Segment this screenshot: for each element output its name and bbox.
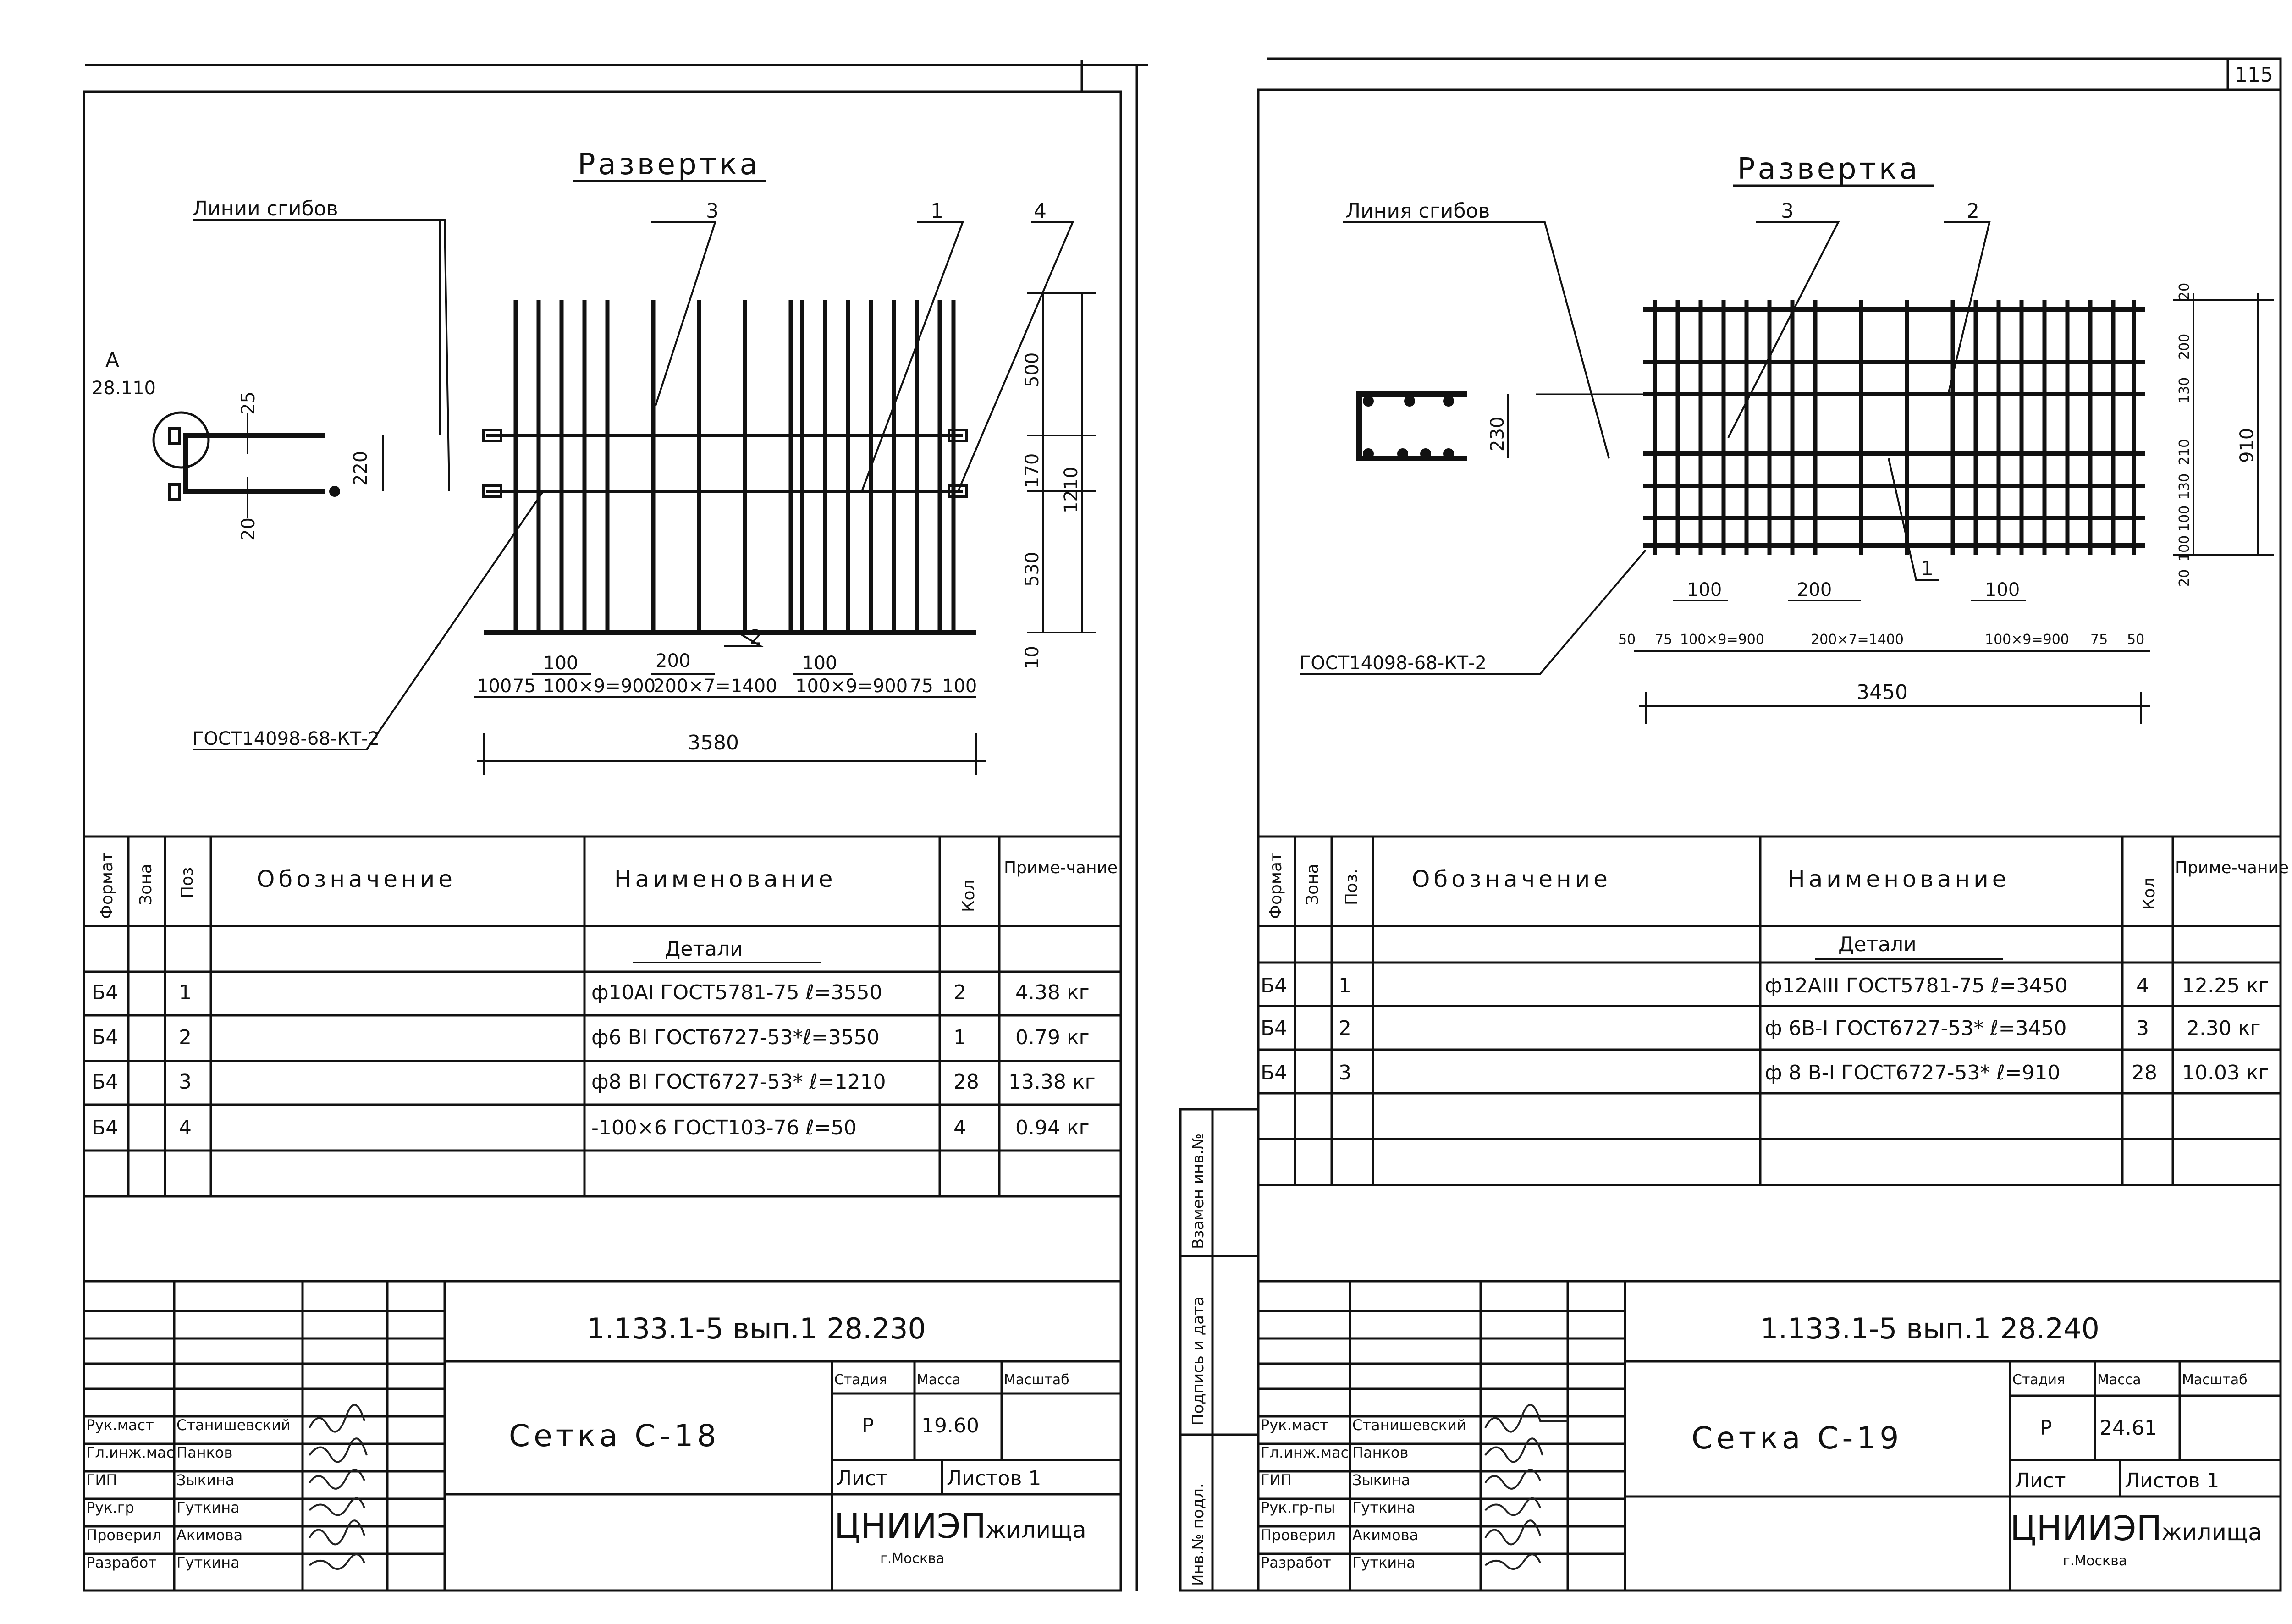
right-org-sub: жилища	[2161, 1519, 2262, 1546]
right-gost-callout: ГОСТ14098-68-КТ-2	[1300, 653, 1487, 674]
row-pos: 2	[1339, 1017, 1351, 1040]
left-hdr-pos: Поз	[178, 867, 197, 898]
left-section-dim: 20	[238, 517, 259, 541]
row-format: Б4	[1261, 974, 1288, 997]
role: Рук.гр-пы	[1261, 1499, 1335, 1516]
row-qty: 1	[953, 1026, 966, 1049]
left-dim: 100	[477, 676, 512, 697]
person: Акимова	[1352, 1526, 1419, 1544]
left-gost-callout: ГОСТ14098-68-КТ-2	[193, 728, 380, 749]
right-hdr-format: Формат	[1267, 852, 1285, 919]
row-qty: 28	[2132, 1061, 2157, 1085]
left-detail-mark: А	[105, 348, 120, 372]
right-list-label: Лист	[2015, 1469, 2066, 1492]
left-dim: 75	[910, 676, 933, 697]
left-org-main: ЦНИИЭП	[834, 1507, 986, 1546]
left-hdr-format: Формат	[98, 852, 116, 919]
right-dim: 75	[2090, 632, 2108, 648]
role: Проверил	[1261, 1526, 1336, 1544]
left-hdr-qty: Кол	[959, 880, 978, 912]
frame-lines	[84, 59, 2281, 1591]
left-dim-total: 3580	[688, 731, 739, 754]
person: Панков	[176, 1444, 233, 1461]
row-note: 12.25 кг	[2182, 974, 2269, 997]
row-note: 13.38 кг	[1008, 1070, 1096, 1094]
row-name: ф12АIII ГОСТ5781-75 ℓ=3450	[1765, 974, 2068, 997]
row-format: Б4	[92, 1116, 119, 1140]
left-pos-label: 4	[1034, 199, 1047, 223]
left-org-city: г.Москва	[880, 1551, 945, 1567]
row-note: 10.03 кг	[2182, 1061, 2269, 1085]
table-row	[1261, 974, 2269, 997]
row-qty: 4	[2136, 974, 2149, 997]
right-dim-total: 3450	[1857, 681, 1908, 704]
row-name: ф 6В-I ГОСТ6727-53* ℓ=3450	[1765, 1017, 2067, 1040]
right-dim: 100×9=900	[1985, 632, 2069, 648]
right-vdim: 20	[2176, 282, 2193, 300]
left-people	[86, 1416, 291, 1571]
right-lists-label: Листов 1	[2125, 1469, 2220, 1492]
right-scale-label: Масштаб	[2182, 1372, 2248, 1388]
person: Зыкина	[176, 1471, 235, 1489]
left-pos-label: 2	[749, 626, 762, 649]
row-qty: 3	[2136, 1017, 2149, 1040]
right-dim: 100×9=900	[1680, 632, 1764, 648]
left-hdr-note: Приме-чание	[1004, 859, 1118, 877]
role: Разработ	[86, 1554, 157, 1571]
row-pos: 4	[179, 1116, 192, 1140]
right-mass: 24.61	[2099, 1416, 2157, 1440]
person: Зыкина	[1352, 1471, 1410, 1489]
right-group-title: Детали	[1838, 933, 1917, 956]
person: Акимова	[176, 1526, 243, 1544]
right-sheet-name: Сетка С-19	[1691, 1420, 1903, 1456]
right-org-main: ЦНИИЭП	[2010, 1509, 2162, 1548]
right-dim: 50	[2127, 632, 2145, 648]
left-dim: 100	[942, 676, 977, 697]
person: Станишевский	[176, 1416, 291, 1434]
right-vdim: 100	[2176, 535, 2193, 562]
right-section-dim: 230	[1487, 416, 1508, 451]
right-dim: 75	[1655, 632, 1673, 648]
side-label-sign: Подпись и дата	[1189, 1296, 1207, 1426]
role: Рук.гр	[86, 1499, 134, 1516]
left-section-dim: 25	[238, 391, 259, 415]
row-pos: 1	[179, 981, 192, 1004]
right-pos-label: 2	[1967, 199, 1979, 223]
left-pos-label: 3	[706, 199, 719, 223]
side-label-replace: Взамен инв.№	[1189, 1133, 1207, 1249]
row-pos: 3	[1339, 1061, 1351, 1085]
left-sheet-name: Сетка С-18	[509, 1418, 720, 1453]
role: Рук.маст	[1261, 1416, 1328, 1434]
role: Гл.инж.мас	[86, 1444, 175, 1461]
right-dim-top: 100	[1985, 579, 2020, 600]
left-hdr-designation: Обозначение	[257, 866, 456, 892]
right-title: Развертка	[1737, 152, 1920, 186]
row-qty: 2	[953, 981, 966, 1004]
person: Гуткина	[176, 1554, 240, 1571]
right-vdim: 130	[2176, 473, 2193, 500]
right-people	[1261, 1416, 1466, 1571]
left-dim: 100×9=900	[543, 676, 656, 697]
person: Гуткина	[176, 1499, 240, 1516]
person: Гуткина	[1352, 1554, 1416, 1571]
right-stage: Р	[2040, 1416, 2052, 1440]
left-scale-label: Масштаб	[1004, 1372, 1069, 1388]
right-vdim: 200	[2176, 333, 2193, 360]
row-note: 2.30 кг	[2187, 1017, 2261, 1040]
right-dim: 50	[1618, 632, 1636, 648]
row-format: Б4	[1261, 1061, 1288, 1085]
row-qty: 4	[953, 1116, 966, 1140]
right-pos-label: 1	[1921, 557, 1934, 580]
left-dim-top: 100	[802, 653, 837, 674]
page-number: 115	[2235, 63, 2273, 87]
role: Разработ	[1261, 1554, 1331, 1571]
role: ГИП	[1261, 1471, 1292, 1489]
row-name: -100×6 ГОСТ103-76 ℓ=50	[591, 1116, 857, 1140]
right-mass-label: Масса	[2097, 1372, 2141, 1388]
left-dim-top: 100	[543, 653, 579, 674]
right-signatures	[1485, 1405, 1568, 1569]
side-label-inv: Инв.№ подл.	[1189, 1483, 1207, 1586]
left-stage-label: Стадия	[834, 1372, 887, 1388]
left-section-dim: 220	[350, 451, 371, 486]
right-dim: 200×7=1400	[1811, 632, 1904, 648]
role: Рук.маст	[86, 1416, 154, 1434]
person: Станишевский	[1352, 1416, 1466, 1434]
row-format: Б4	[92, 1026, 119, 1049]
left-hdr-zone: Зона	[137, 864, 155, 905]
left-vdim: 530	[1022, 551, 1043, 587]
right-hdr-zone: Зона	[1303, 864, 1322, 905]
right-vdim: 100	[2176, 505, 2193, 532]
row-name: ф10АI ГОСТ5781-75 ℓ=3550	[591, 981, 882, 1004]
right-dim-top: 100	[1687, 579, 1722, 600]
left-dim: 100×9=900	[795, 676, 908, 697]
left-vdim: 10	[1022, 646, 1043, 669]
table-row	[92, 1070, 1096, 1094]
table-row	[1261, 1061, 2269, 1085]
row-format: Б4	[1261, 1017, 1288, 1040]
row-note: 4.38 кг	[1015, 981, 1090, 1004]
left-mass-label: Масса	[917, 1372, 961, 1388]
left-callout-fold: Линии сгибов	[193, 197, 338, 220]
right-pos-label: 3	[1781, 199, 1794, 223]
row-name: ф8 ВI ГОСТ6727-53* ℓ=1210	[591, 1070, 886, 1094]
row-note: 0.94 кг	[1015, 1116, 1090, 1140]
left-vdim: 170	[1022, 453, 1043, 488]
row-format: Б4	[92, 981, 119, 1004]
role: Проверил	[86, 1526, 162, 1544]
left-pos-label: 1	[931, 199, 943, 223]
row-name: ф 8 В-I ГОСТ6727-53* ℓ=910	[1765, 1061, 2061, 1085]
left-vdim-total: 1210	[1061, 467, 1082, 513]
left-org-sub: жилища	[986, 1517, 1086, 1543]
right-hdr-designation: Обозначение	[1412, 866, 1611, 892]
right-hdr-qty: Кол	[2140, 877, 2159, 910]
left-mass: 19.60	[921, 1414, 979, 1437]
right-doc-code: 1.133.1-5 вып.1 28.240	[1760, 1312, 2100, 1345]
right-dim-top: 200	[1797, 579, 1832, 600]
left-signatures	[309, 1405, 367, 1569]
left-group-title: Детали	[665, 937, 743, 961]
row-pos: 2	[179, 1026, 192, 1049]
left-detail-ref: 28.110	[92, 378, 156, 399]
person: Гуткина	[1352, 1499, 1416, 1516]
right-vdim: 20	[2176, 569, 2193, 587]
row-name: ф6 ВI ГОСТ6727-53*ℓ=3550	[591, 1026, 880, 1049]
right-org-city: г.Москва	[2063, 1553, 2127, 1569]
person: Панков	[1352, 1444, 1409, 1461]
left-stage: Р	[862, 1414, 874, 1437]
left-hdr-name: Наименование	[614, 866, 837, 892]
row-format: Б4	[92, 1070, 119, 1094]
left-dim-top: 200	[656, 650, 691, 672]
left-doc-code: 1.133.1-5 вып.1 28.230	[587, 1312, 926, 1345]
row-qty: 28	[953, 1070, 979, 1094]
left-vdim: 500	[1022, 352, 1043, 387]
right-vdim-total: 910	[2237, 428, 2258, 463]
right-callout-fold: Линия сгибов	[1345, 199, 1490, 223]
role: ГИП	[86, 1471, 117, 1489]
right-hdr-pos: Поз.	[1342, 869, 1361, 905]
row-pos: 1	[1339, 974, 1351, 997]
right-hdr-name: Наименование	[1788, 866, 2010, 892]
role: Гл.инж.мас	[1261, 1444, 1349, 1461]
left-title: Развертка	[578, 148, 760, 182]
left-dim: 75	[512, 676, 536, 697]
left-list-label: Лист	[837, 1467, 888, 1490]
right-vdim: 130	[2176, 377, 2193, 403]
right-stage-label: Стадия	[2012, 1372, 2066, 1388]
left-dim: 200×7=1400	[653, 676, 777, 697]
right-hdr-note: Приме-чание	[2175, 859, 2289, 877]
left-lists-label: Листов 1	[947, 1467, 1041, 1490]
row-note: 0.79 кг	[1015, 1026, 1090, 1049]
right-vdim: 210	[2176, 439, 2193, 465]
row-pos: 3	[179, 1070, 192, 1094]
